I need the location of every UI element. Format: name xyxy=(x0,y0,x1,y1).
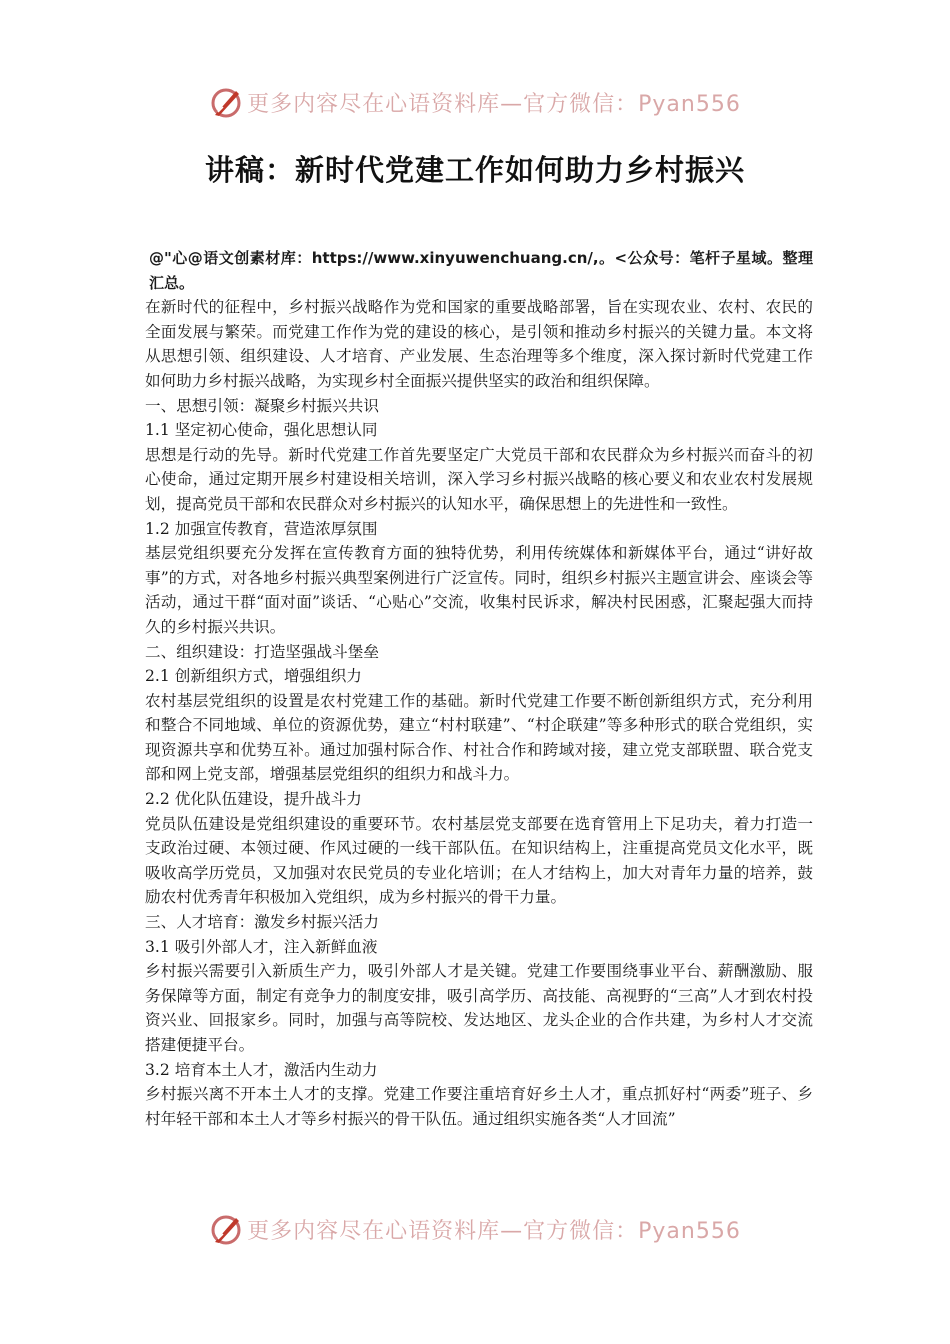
paragraph: 基层党组织要充分发挥在宣传教育方面的独特优势，利用传统媒体和新媒体平台，通过“讲好故事”的方式，对各地乡村振兴典型案例进行广泛宣传。同时，组织乡村振兴主题宣讲会、座谈会等活动，通过干群“面对面”谈话、“心贴心”交流，收集村民诉求，解决村民困惑，汇聚起强大而持久的乡村振兴共识。 xyxy=(145,544,813,636)
paragraph: 乡村振兴离不开本土人才的支撑。党建工作要注重培育好乡土人才，重点抓好村“两委”班子、乡村年轻干部和本土人才等乡村振兴的骨干队伍。通过组织实施各类“人才回流” xyxy=(145,1085,813,1128)
subsection-heading: 2.2 优化队伍建设，提升战斗力 xyxy=(145,790,362,809)
paragraph: 农村基层党组织的设置是农村党建工作的基础。新时代党建工作要不断创新组织方式，充分利用和整合不同地域、单位的资源优势，建立“村村联建”、“村企联建”等多种形式的联合党组织，实现资源共享和优势互补。通过加强村际合作、村社合作和跨域对接，建立党支部联盟、联合党支部和网上党支部，增强基层党组织的组织力和战斗力。 xyxy=(145,691,813,784)
document-body xyxy=(145,246,813,1131)
paragraph: 思想是行动的先导。新时代党建工作首先要坚定广大党员干部和农民群众为乡村振兴而奋斗的初心使命，通过定期开展乡村建设相关培训，深入学习乡村振兴战略的核心要义和农业农村发展规划，提高党员干部和农民群众对乡村振兴的认知水平，确保思想上的先进性和一致性。 xyxy=(145,445,813,513)
source-note: @"心@语文创素材库：https://www.xinyuwenchuang.cn/,。<公众号：笔杆子星域。整理汇总。 xyxy=(149,249,813,292)
section-heading: 二、组织建设：打造坚强战斗堡垒 xyxy=(145,642,379,661)
footer-banner xyxy=(0,1209,950,1249)
banner-text: 更多内容尽在心语资料库—官方微信：Pyan556 xyxy=(247,91,741,117)
paragraph-intro: 在新时代的征程中，乡村振兴战略作为党和国家的重要战略部署，旨在实现农业、农村、农民的全面发展与繁荣。而党建工作作为党的建设的核心，是引领和推动乡村振兴的关键力量。本文将从思想引领、组织建设、人才培育、产业发展、生态治理等多个维度，深入探讨新时代党建工作如何助力乡村振兴战略，为实现乡村全面振兴提供坚实的政治和组织保障。 xyxy=(145,298,813,390)
subsection-heading: 1.2 加强宣传教育，营造浓厚氛围 xyxy=(145,519,378,538)
paragraph: 党员队伍建设是党组织建设的重要环节。农村基层党支部要在选育管用上下足功夫，着力打造一支政治过硬、本领过硬、作风过硬的一线干部队伍。在知识结构上，注重提高党员文化水平，既吸收高学历党员，又加强对农民党员的专业化培训；在人才结构上，加大对青年力量的培养，鼓励农村优秀青年积极加入党组织，成为乡村振兴的骨干力量。 xyxy=(145,814,813,907)
quill-logo-icon xyxy=(209,1212,243,1246)
paragraph: 乡村振兴需要引入新质生产力，吸引外部人才是关键。党建工作要围绕事业平台、薪酬激励、服务保障等方面，制定有竞争力的制度安排，吸引高学历、高技能、高视野的“三高”人才到农村投资兴业、回报家乡。同时，加强与高等院校、发达地区、龙头企业的合作共建，为乡村人才交流搭建便捷平台。 xyxy=(145,962,813,1054)
header-banner xyxy=(0,82,950,122)
subsection-heading: 3.2 培育本土人才，激活内生动力 xyxy=(145,1060,378,1079)
quill-logo-icon xyxy=(209,85,243,119)
section-heading: 三、人才培育：激发乡村振兴活力 xyxy=(145,913,379,932)
subsection-heading: 3.1 吸引外部人才，注入新鲜血液 xyxy=(145,937,378,956)
subsection-heading: 2.1 创新组织方式，增强组织力 xyxy=(145,667,362,686)
banner-text: 更多内容尽在心语资料库—官方微信：Pyan556 xyxy=(247,1218,741,1244)
section-heading: 一、思想引领：凝聚乡村振兴共识 xyxy=(145,396,379,415)
subsection-heading: 1.1 坚定初心使命，强化思想认同 xyxy=(145,421,378,440)
page-title: 讲稿：新时代党建工作如何助力乡村振兴 xyxy=(204,153,745,187)
